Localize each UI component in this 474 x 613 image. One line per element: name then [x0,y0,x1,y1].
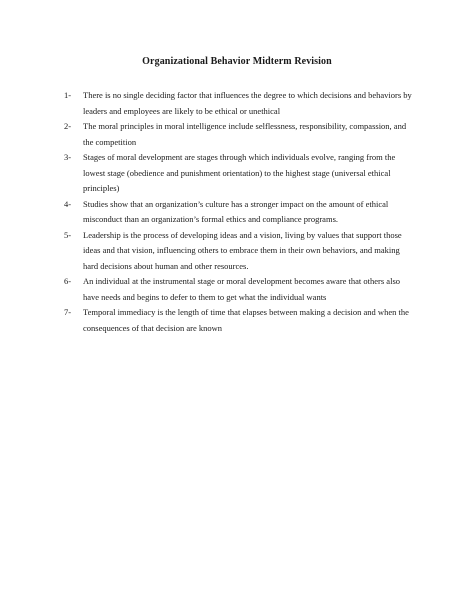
item-text: Stages of moral development are stages through which individuals evolve, ranging from the lowest stage (obedience and punishment orientation) to the highest stage (universal ethical principles) [83,152,396,193]
item-text: An individual at the instrumental stage or moral development becomes aware that others also have needs and begins to defer to them to get what the individual wants [83,276,401,302]
list-item [64,88,416,119]
item-text: The moral principles in moral intelligence include selflessness, responsibility, compassion, and the competition [83,121,407,147]
item-text: There is no single deciding factor that influences the degree to which decisions and behaviors by leaders and employees are likely to be ethical or unethical [83,90,412,116]
list-item [64,150,416,197]
item-number: 3- [64,152,72,162]
item-number: 6- [64,276,72,286]
item-text: Temporal immediacy is the length of time that elapses between making a decision and when the consequences of that decision are known [83,307,409,333]
item-text: Studies show that an organization’s culture has a stronger impact on the amount of ethical misconduct than an organization’s formal ethics and compliance programs. [83,198,389,224]
list-item [64,274,416,305]
list-item [64,119,416,150]
list-item [64,228,416,275]
item-number: 1- [64,90,72,100]
list-item [64,305,416,336]
revision-list [64,88,416,336]
item-number: 7- [64,307,72,317]
document-title: Organizational Behavior Midterm Revision [142,56,332,67]
item-text: Leadership is the process of developing ideas and a vision, living by values that support those ideas and that vision, influencing others to embrace them in their own behaviors, and making hard decisions about human and other resources. [83,229,402,271]
item-number: 5- [64,229,72,240]
list-item [64,197,416,228]
item-number: 4- [64,198,72,209]
item-number: 2- [64,121,72,131]
